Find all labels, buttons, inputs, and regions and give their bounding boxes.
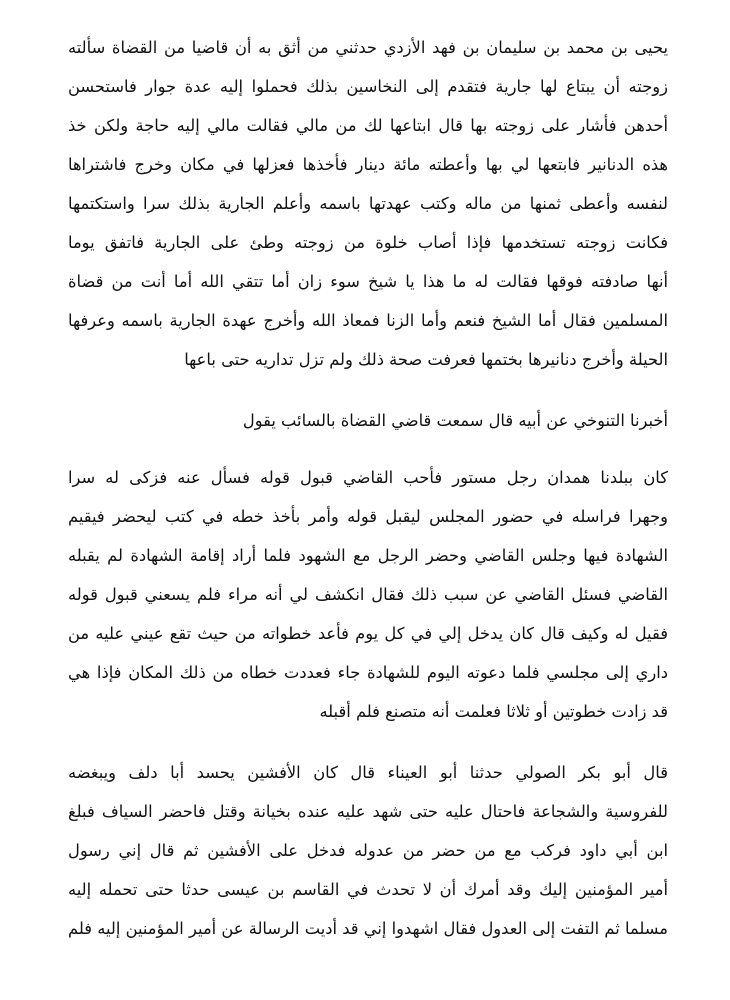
text-line: وجهرا فراسله في حضور المجلس ليقبل قوله وأمر بأخذ خطه في كتب ليحضر فيقيم — [68, 507, 668, 526]
paragraph-1 — [68, 28, 668, 379]
text-line: أمير المؤمنين إليك وقد أمرك أن لا تحدث في القاسم بن عيسى حدثا حتى تحمله إليه — [68, 880, 668, 899]
text-line: هذه الدنانير فابتعها لي بها وأعطته مائة دينار فأخذها فعزلها في مكان وخرج فاشتراها — [68, 155, 668, 174]
text-line: كان ببلدنا همدان رجل مستور فأحب القاضي قبول قوله فسأل عنه فزكى له سرا — [68, 468, 668, 487]
text-line: للفروسية والشجاعة فاحتال عليه حتى شهد عليه عنده بخيانة وقتل فاحضر السياف فبلغ — [68, 802, 668, 821]
paragraph-3 — [68, 458, 668, 731]
text-line: الحيلة وأخرج دنانيرها بختمها فعرفت صحة ذلك ولم تزل تداريه حتى باعها — [184, 350, 668, 369]
text-line: فكانت زوجته تستخدمها فإذا أصاب خلوة من زوجته وطئ على الجارية فاتفق يوما — [68, 233, 668, 252]
text-line: فقيل له وكيف قال كان يدخل إلي في كل يوم فأعد خطواته من حيث تقع عيني عليه من — [68, 624, 668, 643]
text-line: ابن أبي داود فركب مع من حضر من عدوله فدخل على الأفشين ثم قال إني رسول — [68, 841, 668, 860]
text-line: زوجته أن يبتاع لها جارية فتقدم إلى النخاسين بذلك فحملوا إليه عدة جوار فاستحسن — [68, 77, 668, 96]
text-line: الشهادة فيها وجلس القاضي وحضر الرجل مع الشهود فلما أراد إقامة الشهادة لم يقبله — [68, 546, 668, 565]
text-line: القاضي فسئل القاضي عن سبب ذلك فقال انكشف لي أنه مراء فلم يسعني قبول قوله — [68, 585, 668, 604]
text-line: قال أبو بكر الصولي حدثنا أبو العيناء قال كان الأفشين يحسد أبا دلف ويبغضه — [68, 763, 668, 782]
text-line: أحدهن فأشار على زوجته بها قال ابتاعها لك من مالي فقالت مالي إليه حاجة ولكن خذ — [68, 116, 668, 135]
text-line: يحيى بن محمد بن سليمان بن فهد الأزدي حدثني من أثق به أن قاضيا من القضاة سألته — [68, 38, 668, 57]
text-line: لنفسه وأعطى ثمنها من ماله وكتب عهدتها باسمه وأعلم الجارية بذلك سرا واستكتمها — [68, 194, 668, 213]
paragraph-4 — [68, 753, 668, 948]
text-line: أخبرنا التنوخي عن أبيه قال سمعت قاضي القضاة بالسائب يقول — [242, 411, 668, 430]
text-line: أنها صادفته فوقها فقالت له ما هذا يا شيخ سوء زان أما تتقي الله أما أنت من قضاة — [68, 272, 668, 291]
text-line: داري إلى مجلسي فلما دعوته اليوم للشهادة جاء فعددت خطاه من ذلك المكان فإذا هي — [68, 663, 668, 682]
text-line: المسلمين فقال أما الشيخ فنعم وأما الزنا فمعاذ الله وأخرج عهدة الجارية باسمه وعرفها — [68, 311, 668, 330]
text-line: قد زادت خطوتين أو ثلاثا فعلمت أنه متصنع فلم أقبله — [319, 702, 668, 721]
text-line: مسلما ثم التفت إلى العدول فقال اشهدوا إني قد أديت الرسالة عن أمير المؤمنين إليه فلم — [68, 919, 668, 938]
paragraph-2 — [68, 401, 668, 440]
